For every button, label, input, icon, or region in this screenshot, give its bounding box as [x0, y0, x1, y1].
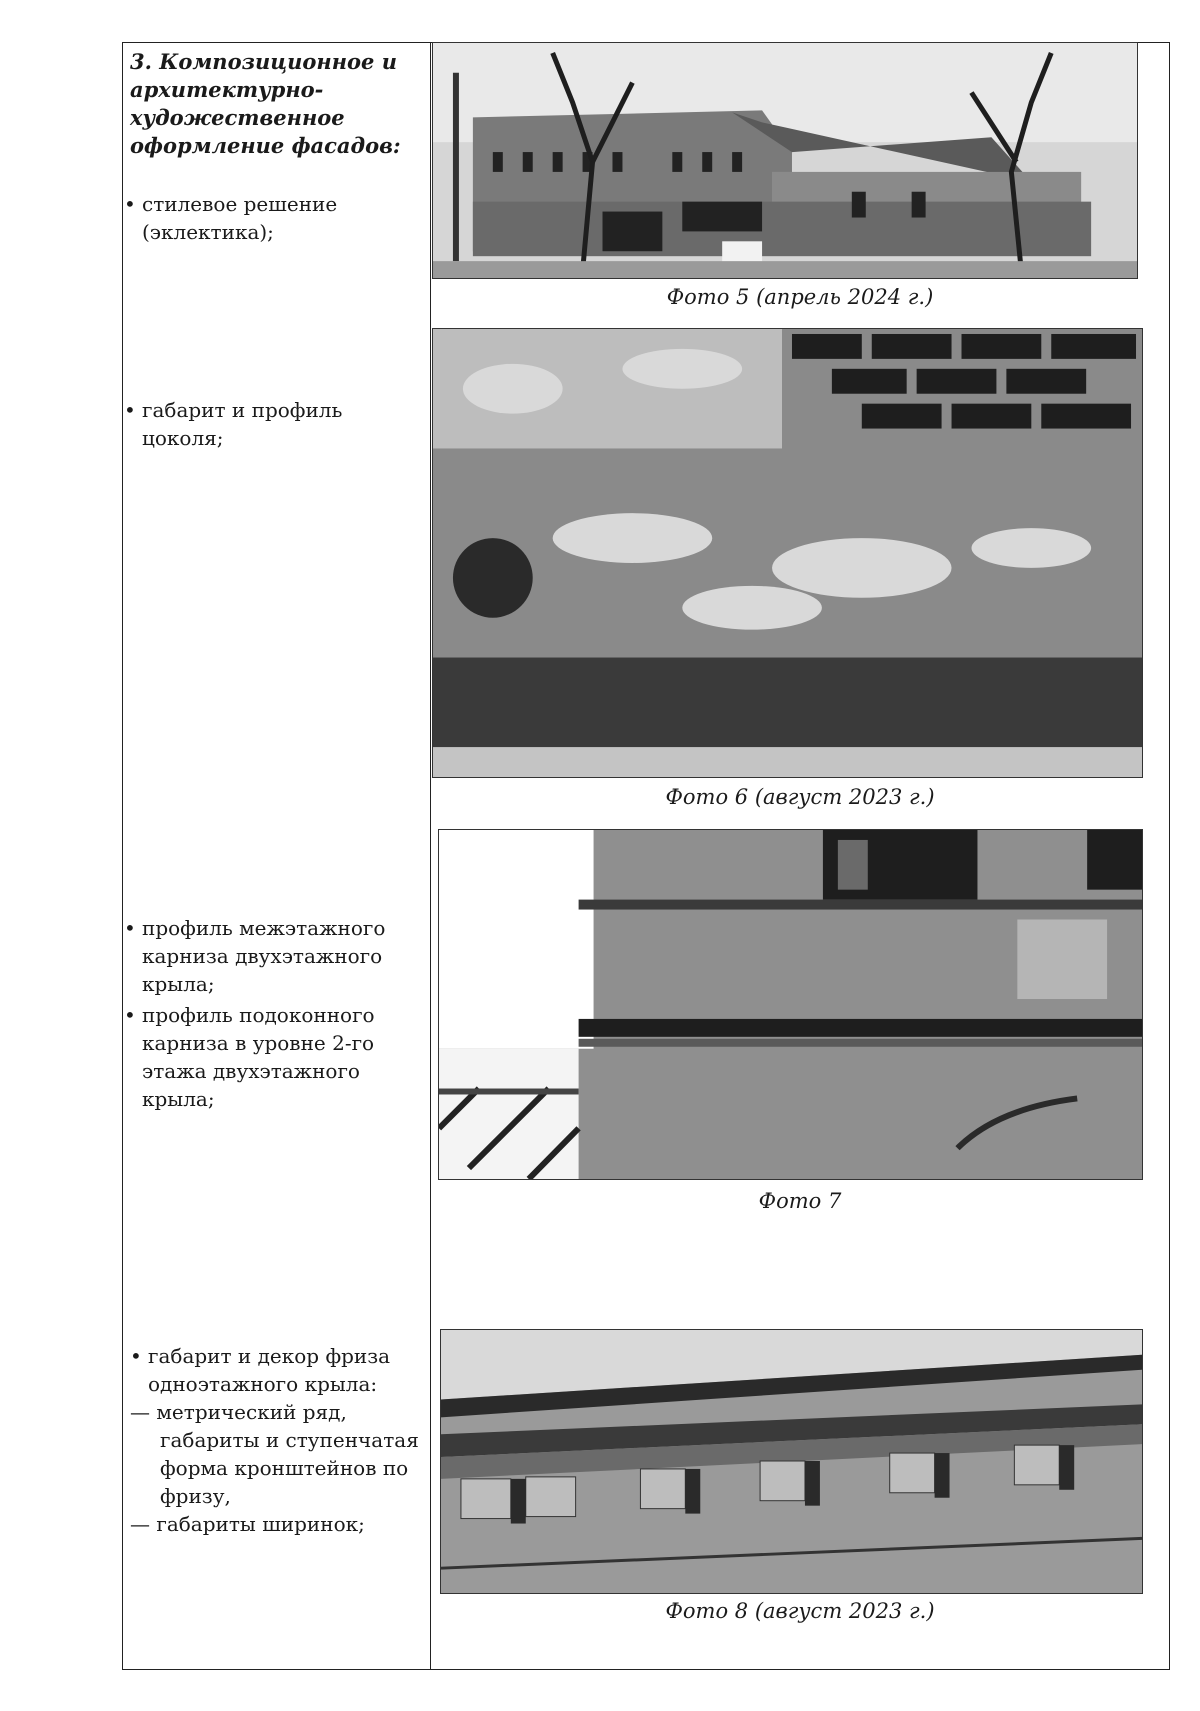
- bullet-sill-cornice: [124, 1001, 375, 1113]
- bullet-line: габарит и декор фриза: [148, 1344, 391, 1368]
- photo-image: [439, 830, 1142, 1179]
- bullet-line: этажа двухэтажного: [142, 1059, 360, 1083]
- bullet-marker: •: [124, 1003, 136, 1027]
- bullet-line: карниза в уровне 2-го: [142, 1031, 375, 1055]
- bullet-line: одноэтажного крыла:: [148, 1372, 378, 1396]
- photo-building-facade: [432, 42, 1138, 279]
- bullet-line: профиль межэтажного: [142, 916, 386, 940]
- photo-caption: Фото 8 (август 2023 г.): [665, 1599, 935, 1623]
- bullet-style-solution: [124, 190, 337, 246]
- photo-caption: Фото 7: [758, 1189, 842, 1213]
- heading-line: художественное: [130, 105, 345, 130]
- bullet-line: профиль подоконного: [142, 1003, 375, 1027]
- section-heading: [130, 48, 420, 160]
- photo-image: [433, 329, 1142, 777]
- bullet-marker: •: [124, 192, 136, 216]
- dash-line: фризу,: [160, 1484, 231, 1508]
- bullet-line: крыла;: [142, 1087, 215, 1111]
- photo-frieze-brackets: [440, 1329, 1143, 1594]
- bullet-line: цоколя;: [142, 426, 224, 450]
- bullet-line: (эклектика);: [142, 220, 274, 244]
- bullet-interfloor-cornice: [124, 914, 385, 998]
- bullet-line: карниза двухэтажного: [142, 944, 383, 968]
- column-divider: [430, 42, 431, 1670]
- bullet-line: крыла;: [142, 972, 215, 996]
- heading-line: оформление фасадов:: [130, 133, 401, 158]
- photo-cornice-detail: [438, 829, 1143, 1180]
- bullet-line: стилевое решение: [142, 192, 338, 216]
- photo-image: [433, 43, 1137, 278]
- photo-plinth-wall: [432, 328, 1143, 778]
- dash-item-brackets: [130, 1398, 419, 1510]
- bullet-plinth: [124, 396, 342, 452]
- bullet-marker: •: [124, 916, 136, 940]
- dash-line: форма кронштейнов по: [160, 1456, 409, 1480]
- dash-item-panels: [130, 1510, 365, 1538]
- bullet-line: габарит и профиль: [142, 398, 343, 422]
- dash-line: габариты и ступенчатая: [160, 1428, 419, 1452]
- photo-caption: Фото 5 (апрель 2024 г.): [666, 285, 934, 309]
- bullet-marker: •: [124, 398, 136, 422]
- photo-caption: Фото 6 (август 2023 г.): [665, 785, 935, 809]
- dash-line: — габариты ширинок;: [130, 1512, 365, 1536]
- bullet-marker: •: [130, 1344, 142, 1368]
- heading-line: 3. Композиционное и: [130, 49, 397, 74]
- heading-line: архитектурно-: [130, 77, 324, 102]
- bullet-frieze: [130, 1342, 390, 1398]
- dash-line: — метрический ряд,: [130, 1400, 347, 1424]
- photo-image: [441, 1330, 1142, 1593]
